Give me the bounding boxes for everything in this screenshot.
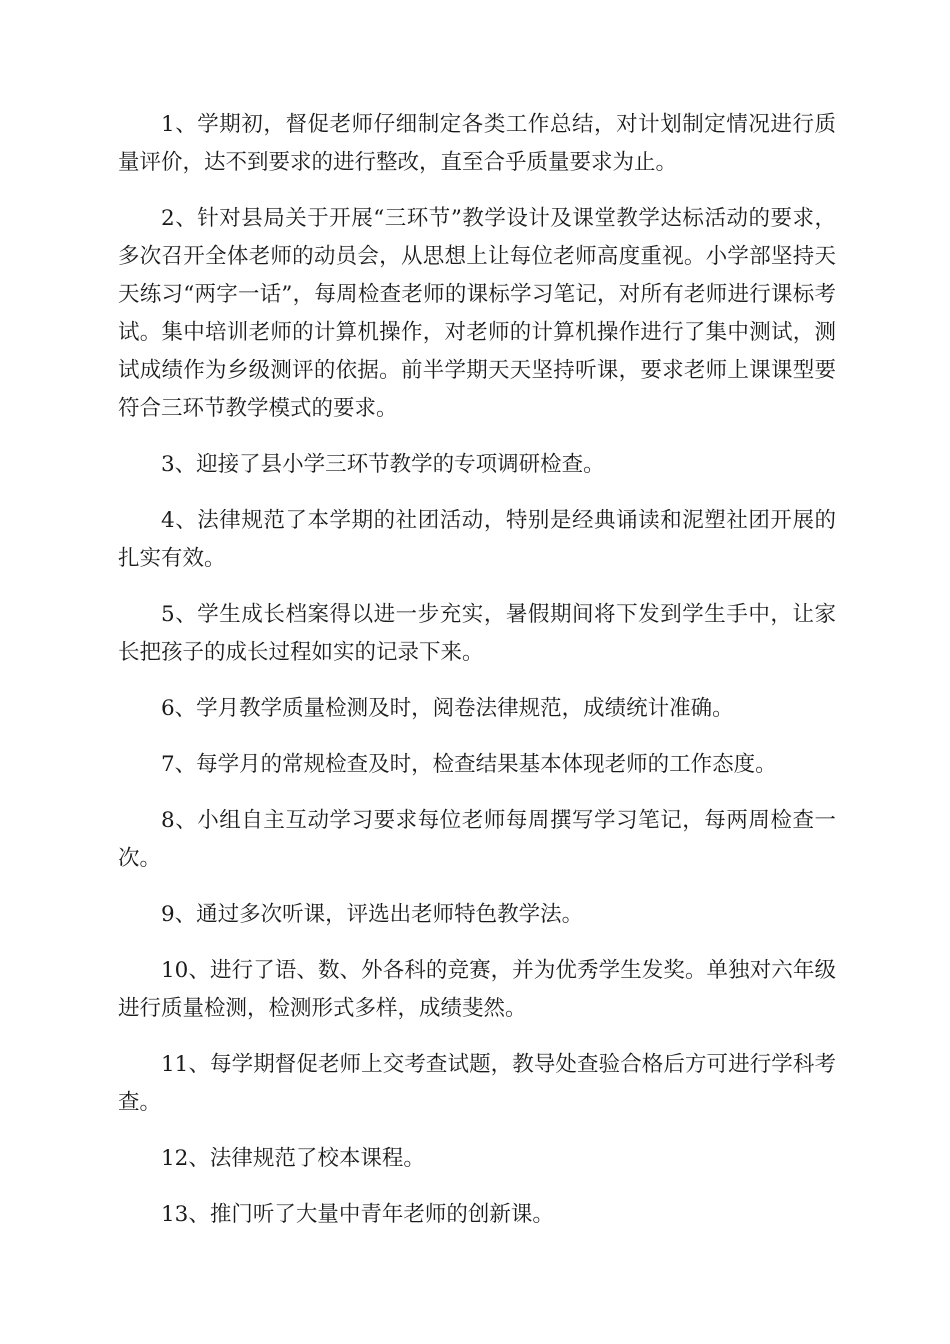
paragraph-12: 12、法律规范了校本课程。 [161, 1146, 425, 1171]
paragraph-10: 10、进行了语、数、外各科的竞赛，并为优秀学生发奖。单独对六年级进行质量检测，检测形式多样，成绩斐然。 [118, 958, 836, 1021]
paragraph-2: 2、针对县局关于开展“三环节”教学设计及课堂教学达标活动的要求，多次召开全体老师的动员会，从思想上让每位老师高度重视。小学部坚持天天练习“两字一话”，每周检查老师的课标学习笔记，对所有老师进行课标考试。集中培训老师的计算机操作，对老师的计算机操作进行了集中测试，测试成绩作为乡级测评的依据。前半学期天天坚持听课，要求老师上课课型要符合三环节教学模式的要求。 [118, 206, 836, 421]
document-body [118, 106, 836, 1252]
paragraph-11: 11、每学期督促老师上交考查试题，教导处查验合格后方可进行学科考查。 [118, 1052, 836, 1115]
paragraph-8: 8、小组自主互动学习要求每位老师每周撰写学习笔记，每两周检查一次。 [118, 808, 836, 871]
paragraph-4: 4、法律规范了本学期的社团活动，特别是经典诵读和泥塑社团开展的扎实有效。 [118, 508, 836, 571]
paragraph-7: 7、每学月的常规检查及时，检查结果基本体现老师的工作态度。 [161, 752, 777, 777]
paragraph-1: 1、学期初，督促老师仔细制定各类工作总结，对计划制定情况进行质量评价，达不到要求的进行整改，直至合乎质量要求为止。 [118, 112, 836, 175]
paragraph-6: 6、学月教学质量检测及时，阅卷法律规范，成绩统计准确。 [161, 696, 734, 721]
paragraph-9: 9、通过多次听课，评选出老师特色教学法。 [161, 902, 584, 927]
paragraph-3: 3、迎接了县小学三环节教学的专项调研检查。 [161, 452, 605, 477]
paragraph-13: 13、推门听了大量中青年老师的创新课。 [161, 1202, 554, 1227]
paragraph-5: 5、学生成长档案得以进一步充实，暑假期间将下发到学生手中，让家长把孩子的成长过程如实的记录下来。 [118, 602, 836, 665]
